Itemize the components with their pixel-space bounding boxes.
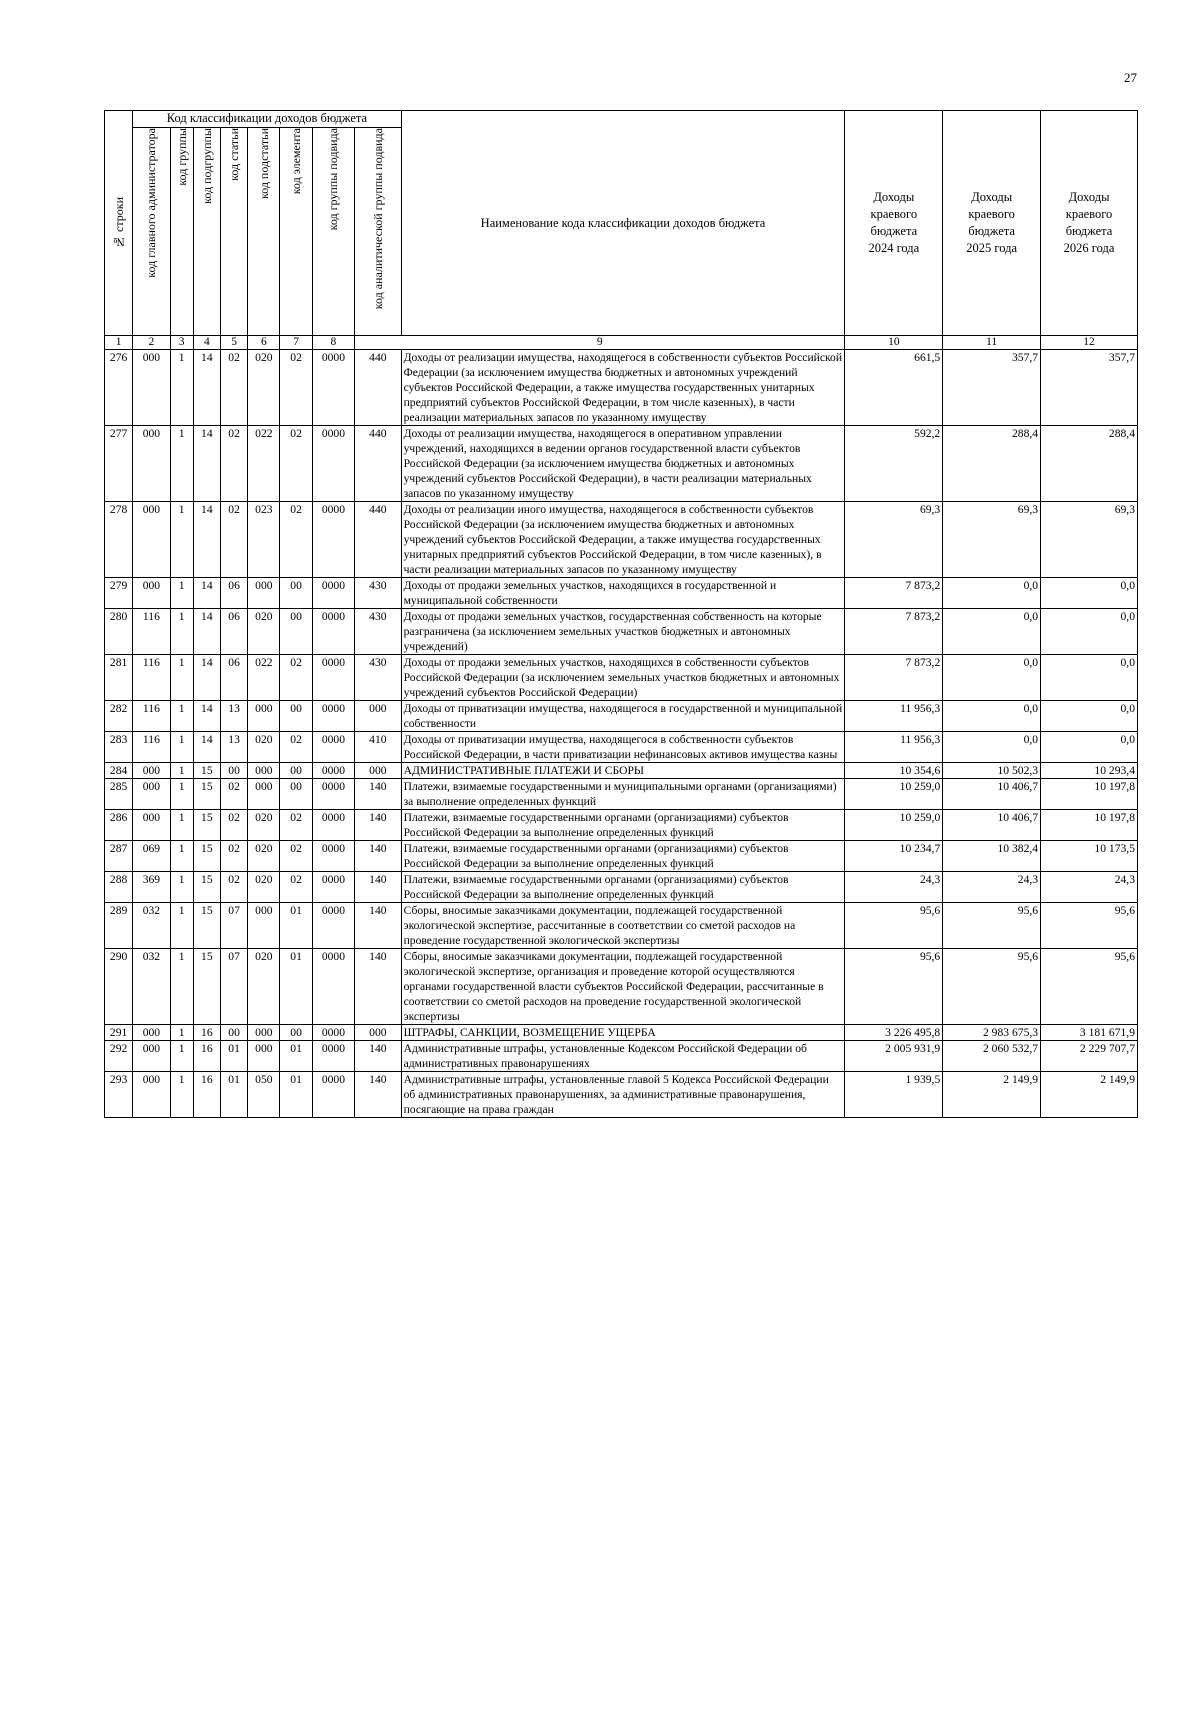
income-2024: 95,6 [845,949,943,1025]
subarticle-code: 000 [248,903,280,949]
table-row [105,426,1138,502]
row-number: 283 [105,732,133,763]
table-row [105,502,1138,578]
subgroup-code: 15 [193,779,220,810]
income-2025: 0,0 [943,732,1041,763]
income-2026: 10 293,4 [1041,763,1138,779]
article-code: 02 [220,810,247,841]
income-2025: 10 382,4 [943,841,1041,872]
subarticle-code: 020 [248,350,280,426]
element-code: 02 [280,350,312,426]
article-code: 07 [220,949,247,1025]
income-2025: 357,7 [943,350,1041,426]
element-code: 00 [280,779,312,810]
income-2025: 95,6 [943,949,1041,1025]
article-code: 02 [220,502,247,578]
subgroup-code: 15 [193,949,220,1025]
admin-code: 032 [133,949,170,1025]
subtype-code: 0000 [312,779,354,810]
admin-code: 000 [133,1041,170,1072]
revenue-name: Административные штрафы, установленные главой 5 Кодекса Российской Федерации об административных правонарушениях, за административные правонарушения, посягающие на права граждан [401,1072,845,1118]
admin-code: 000 [133,350,170,426]
group-code: 1 [170,1072,193,1118]
row-number: 292 [105,1041,133,1072]
column-number: 7 [280,336,312,350]
analytic-code: 140 [355,1072,402,1118]
income-2024: 24,3 [845,872,943,903]
income-2025: 0,0 [943,655,1041,701]
income-2024: 7 873,2 [845,655,943,701]
revenue-name: Доходы от приватизации имущества, находящегося в государственной и муниципальной собственности [401,701,845,732]
subtype-code: 0000 [312,502,354,578]
element-code: 00 [280,578,312,609]
subgroup-code: 14 [193,502,220,578]
row-number: 287 [105,841,133,872]
income-2026: 69,3 [1041,502,1138,578]
subtype-code: 0000 [312,350,354,426]
income-2025: 2 060 532,7 [943,1041,1041,1072]
subgroup-code: 14 [193,578,220,609]
table-row [105,949,1138,1025]
table-row [105,841,1138,872]
income-2024: 10 259,0 [845,779,943,810]
row-number: 291 [105,1025,133,1041]
group-code: 1 [170,903,193,949]
income-2025: 288,4 [943,426,1041,502]
table-row [105,872,1138,903]
admin-code: 000 [133,578,170,609]
group-code: 1 [170,1025,193,1041]
row-number: 280 [105,609,133,655]
subtype-code: 0000 [312,701,354,732]
group-code: 1 [170,732,193,763]
subgroup-code: 16 [193,1072,220,1118]
admin-code: 032 [133,903,170,949]
row-number: 282 [105,701,133,732]
subtype-code: 0000 [312,1025,354,1041]
subarticle-code: 020 [248,841,280,872]
article-code: 02 [220,779,247,810]
income-2026: 0,0 [1041,609,1138,655]
element-code: 02 [280,426,312,502]
column-numbers-row [105,336,1138,350]
group-code: 1 [170,1041,193,1072]
column-number: 12 [1041,336,1138,350]
header-article-code: код статьи [220,128,247,336]
income-2024: 11 956,3 [845,732,943,763]
article-code: 06 [220,578,247,609]
income-2025: 69,3 [943,502,1041,578]
row-number: 289 [105,903,133,949]
admin-code: 116 [133,655,170,701]
revenue-name: Платежи, взимаемые государственными органами (организациями) субъектов Российской Федерации за выполнение определенных функций [401,810,845,841]
element-code: 02 [280,502,312,578]
analytic-code: 430 [355,609,402,655]
subtype-code: 0000 [312,426,354,502]
element-code: 02 [280,732,312,763]
column-number: 10 [845,336,943,350]
analytic-code: 140 [355,841,402,872]
header-analytic-group-code: код аналитической группы подвида [355,128,402,336]
admin-code: 000 [133,779,170,810]
table-body [105,336,1138,1118]
column-number: 5 [220,336,247,350]
analytic-code: 140 [355,949,402,1025]
revenue-name: Административные штрафы, установленные Кодексом Российской Федерации об административных правонарушениях [401,1041,845,1072]
subarticle-code: 022 [248,655,280,701]
table-row [105,578,1138,609]
subgroup-code: 16 [193,1041,220,1072]
element-code: 02 [280,872,312,903]
subgroup-code: 14 [193,426,220,502]
subarticle-code: 020 [248,732,280,763]
income-2024: 7 873,2 [845,578,943,609]
row-number: 288 [105,872,133,903]
subtype-code: 0000 [312,949,354,1025]
subtype-code: 0000 [312,810,354,841]
group-code: 1 [170,810,193,841]
subtype-code: 0000 [312,609,354,655]
subgroup-code: 14 [193,732,220,763]
element-code: 02 [280,841,312,872]
income-2024: 2 005 931,9 [845,1041,943,1072]
subtype-code: 0000 [312,872,354,903]
subgroup-code: 15 [193,872,220,903]
element-code: 00 [280,609,312,655]
income-2024: 661,5 [845,350,943,426]
income-2025: 2 149,9 [943,1072,1041,1118]
element-code: 01 [280,903,312,949]
admin-code: 000 [133,810,170,841]
article-code: 01 [220,1041,247,1072]
article-code: 13 [220,701,247,732]
subarticle-code: 020 [248,609,280,655]
table-row [105,732,1138,763]
analytic-code: 430 [355,655,402,701]
admin-code: 000 [133,502,170,578]
revenue-name: Доходы от продажи земельных участков, государственная собственность на которые разграничена (за исключением земельных участков бюджетных и автономных учреждений) [401,609,845,655]
header-classification-group: Код классификации доходов бюджета [133,111,401,128]
analytic-code: 410 [355,732,402,763]
revenue-name: АДМИНИСТРАТИВНЫЕ ПЛАТЕЖИ И СБОРЫ [401,763,845,779]
article-code: 13 [220,732,247,763]
revenue-name: Доходы от реализации имущества, находящегося в оперативном управлении учреждений, находящихся в ведении органов государственной власти субъектов Российской Федерации (за исключением имущества бюджетных и автономных учреждений субъектов Российской Федерации), в части реализации материальных запасов по указанному имуществу [401,426,845,502]
admin-code: 069 [133,841,170,872]
table-row [105,655,1138,701]
element-code: 02 [280,655,312,701]
admin-code: 000 [133,763,170,779]
income-2024: 592,2 [845,426,943,502]
header-name: Наименование кода классификации доходов бюджета [401,111,845,336]
income-2024: 95,6 [845,903,943,949]
header-admin-code: код главного администратора [133,128,170,336]
group-code: 1 [170,578,193,609]
analytic-code: 440 [355,426,402,502]
revenue-name: Доходы от приватизации имущества, находящегося в собственности субъектов Российской Федерации, в части приватизации нефинансовых активов имущества казны [401,732,845,763]
table-row [105,350,1138,426]
article-code: 00 [220,1025,247,1041]
subtype-code: 0000 [312,763,354,779]
income-2026: 3 181 671,9 [1041,1025,1138,1041]
revenue-classification-table [104,110,1138,1118]
column-number: 11 [943,336,1041,350]
article-code: 02 [220,426,247,502]
income-2026: 288,4 [1041,426,1138,502]
table-row [105,763,1138,779]
page-number: 27 [1124,70,1137,85]
income-2026: 95,6 [1041,949,1138,1025]
table-row [105,1025,1138,1041]
subarticle-code: 022 [248,426,280,502]
admin-code: 369 [133,872,170,903]
income-2025: 10 502,3 [943,763,1041,779]
header-element-code: код элемента [280,128,312,336]
revenue-name: Платежи, взимаемые государственными органами (организациями) субъектов Российской Федерации за выполнение определенных функций [401,872,845,903]
subgroup-code: 16 [193,1025,220,1041]
admin-code: 116 [133,732,170,763]
group-code: 1 [170,841,193,872]
article-code: 00 [220,763,247,779]
row-number: 284 [105,763,133,779]
income-2024: 7 873,2 [845,609,943,655]
income-2026: 24,3 [1041,872,1138,903]
subarticle-code: 050 [248,1072,280,1118]
group-code: 1 [170,426,193,502]
income-2025: 10 406,7 [943,810,1041,841]
income-2025: 0,0 [943,578,1041,609]
subtype-code: 0000 [312,841,354,872]
row-number: 276 [105,350,133,426]
article-code: 02 [220,350,247,426]
income-2026: 95,6 [1041,903,1138,949]
analytic-code: 000 [355,1025,402,1041]
header-income-2025: Доходы краевого бюджета 2025 года [943,111,1041,336]
subarticle-code: 000 [248,1041,280,1072]
income-2025: 0,0 [943,609,1041,655]
subgroup-code: 14 [193,655,220,701]
element-code: 01 [280,1041,312,1072]
analytic-code: 140 [355,810,402,841]
income-2026: 0,0 [1041,578,1138,609]
article-code: 06 [220,655,247,701]
group-code: 1 [170,609,193,655]
header-income-2024: Доходы краевого бюджета 2024 года [845,111,943,336]
income-2026: 0,0 [1041,732,1138,763]
revenue-name: Доходы от продажи земельных участков, находящихся в государственной и муниципальной собственности [401,578,845,609]
subarticle-code: 000 [248,1025,280,1041]
element-code: 01 [280,1072,312,1118]
group-code: 1 [170,763,193,779]
subarticle-code: 000 [248,763,280,779]
subtype-code: 0000 [312,903,354,949]
subarticle-code: 023 [248,502,280,578]
article-code: 02 [220,841,247,872]
element-code: 00 [280,763,312,779]
subarticle-code: 000 [248,701,280,732]
row-number: 281 [105,655,133,701]
column-number: 3 [170,336,193,350]
income-2024: 3 226 495,8 [845,1025,943,1041]
income-2024: 10 234,7 [845,841,943,872]
article-code: 01 [220,1072,247,1118]
row-number: 290 [105,949,133,1025]
subgroup-code: 14 [193,350,220,426]
group-code: 1 [170,701,193,732]
income-2024: 10 354,6 [845,763,943,779]
table-row [105,1041,1138,1072]
group-code: 1 [170,655,193,701]
column-number: 2 [133,336,170,350]
subarticle-code: 020 [248,949,280,1025]
header-subtype-group-code: код группы подвида [312,128,354,336]
income-2024: 11 956,3 [845,701,943,732]
income-2026: 357,7 [1041,350,1138,426]
header-subgroup-code: код подгруппы [193,128,220,336]
analytic-code: 440 [355,350,402,426]
article-code: 07 [220,903,247,949]
income-2024: 1 939,5 [845,1072,943,1118]
table-row [105,810,1138,841]
subarticle-code: 000 [248,578,280,609]
analytic-code: 140 [355,903,402,949]
analytic-code: 000 [355,763,402,779]
element-code: 00 [280,701,312,732]
analytic-code: 000 [355,701,402,732]
income-2026: 10 197,8 [1041,810,1138,841]
article-code: 02 [220,872,247,903]
revenue-name: Сборы, вносимые заказчиками документации, подлежащей государственной экологической экспертизе, организация и проведение которой осуществляются органами государственной власти субъектов Российской Федерации, рассчитанные в соответствии со сметой расходов на проведение государственной экологической экспертизы [401,949,845,1025]
subgroup-code: 14 [193,609,220,655]
analytic-code: 440 [355,502,402,578]
analytic-code: 140 [355,1041,402,1072]
subgroup-code: 14 [193,701,220,732]
column-number: 4 [193,336,220,350]
row-number: 285 [105,779,133,810]
group-code: 1 [170,502,193,578]
table-row [105,903,1138,949]
income-2026: 10 197,8 [1041,779,1138,810]
income-2026: 2 149,9 [1041,1072,1138,1118]
income-2025: 24,3 [943,872,1041,903]
table-row [105,609,1138,655]
row-number: 278 [105,502,133,578]
row-number: 277 [105,426,133,502]
admin-code: 000 [133,1072,170,1118]
revenue-name: Платежи, взимаемые государственными и муниципальными органами (организациями) за выполнение определенных функций [401,779,845,810]
subgroup-code: 15 [193,903,220,949]
header-income-2026: Доходы краевого бюджета 2026 года [1041,111,1138,336]
element-code: 00 [280,1025,312,1041]
subtype-code: 0000 [312,1041,354,1072]
subgroup-code: 15 [193,841,220,872]
table-row [105,701,1138,732]
subtype-code: 0000 [312,578,354,609]
header-subarticle-code: код подстатьи [248,128,280,336]
table-row [105,779,1138,810]
income-2026: 0,0 [1041,701,1138,732]
column-number: 8 [312,336,354,350]
subtype-code: 0000 [312,1072,354,1118]
group-code: 1 [170,779,193,810]
revenue-name: ШТРАФЫ, САНКЦИИ, ВОЗМЕЩЕНИЕ УЩЕРБА [401,1025,845,1041]
income-2025: 0,0 [943,701,1041,732]
row-number: 293 [105,1072,133,1118]
group-code: 1 [170,872,193,903]
column-number: 1 [105,336,133,350]
admin-code: 000 [133,426,170,502]
revenue-name: Доходы от продажи земельных участков, находящихся в собственности субъектов Российской Федерации (за исключением земельных участков бюджетных и автономных учреждений субъектов Российской Федерации) [401,655,845,701]
subarticle-code: 000 [248,779,280,810]
income-2025: 2 983 675,3 [943,1025,1041,1041]
subtype-code: 0000 [312,732,354,763]
income-2025: 10 406,7 [943,779,1041,810]
analytic-code: 140 [355,779,402,810]
income-2026: 0,0 [1041,655,1138,701]
row-number: 286 [105,810,133,841]
income-2024: 10 259,0 [845,810,943,841]
subtype-code: 0000 [312,655,354,701]
article-code: 06 [220,609,247,655]
subgroup-code: 15 [193,810,220,841]
admin-code: 116 [133,609,170,655]
admin-code: 000 [133,1025,170,1041]
group-code: 1 [170,350,193,426]
element-code: 02 [280,810,312,841]
revenue-name: Доходы от реализации иного имущества, находящегося в собственности субъектов Российской Федерации (за исключением имущества бюджетных и автономных учреждений субъектов Российской Федерации, а также имущества государственных унитарных предприятий субъектов Российской Федерации, в том числе казенных), в части реализации материальных запасов по указанному имуществу [401,502,845,578]
header-group-code: код группы [170,128,193,336]
analytic-code: 430 [355,578,402,609]
revenue-name: Доходы от реализации имущества, находящегося в собственности субъектов Российской Федерации (за исключением имущества бюджетных и автономных учреждений субъектов Российской Федерации, а также имущества государственных унитарных предприятий субъектов Российской Федерации, в том числе казенных), в части реализации материальных запасов по указанному имуществу [401,350,845,426]
column-number: 6 [248,336,280,350]
income-2025: 95,6 [943,903,1041,949]
column-number: 9 [355,336,845,350]
subgroup-code: 15 [193,763,220,779]
income-2024: 69,3 [845,502,943,578]
subarticle-code: 020 [248,872,280,903]
income-2026: 2 229 707,7 [1041,1041,1138,1072]
group-code: 1 [170,949,193,1025]
revenue-name: Платежи, взимаемые государственными органами (организациями) субъектов Российской Федерации за выполнение определенных функций [401,841,845,872]
table-row [105,1072,1138,1118]
element-code: 01 [280,949,312,1025]
analytic-code: 140 [355,872,402,903]
header-row-number: № строки [105,111,133,336]
row-number: 279 [105,578,133,609]
income-2026: 10 173,5 [1041,841,1138,872]
subarticle-code: 020 [248,810,280,841]
revenue-name: Сборы, вносимые заказчиками документации, подлежащей государственной экологической экспертизе, рассчитанные в соответствии со сметой расходов на проведение государственной экологической экспертизы [401,903,845,949]
admin-code: 116 [133,701,170,732]
